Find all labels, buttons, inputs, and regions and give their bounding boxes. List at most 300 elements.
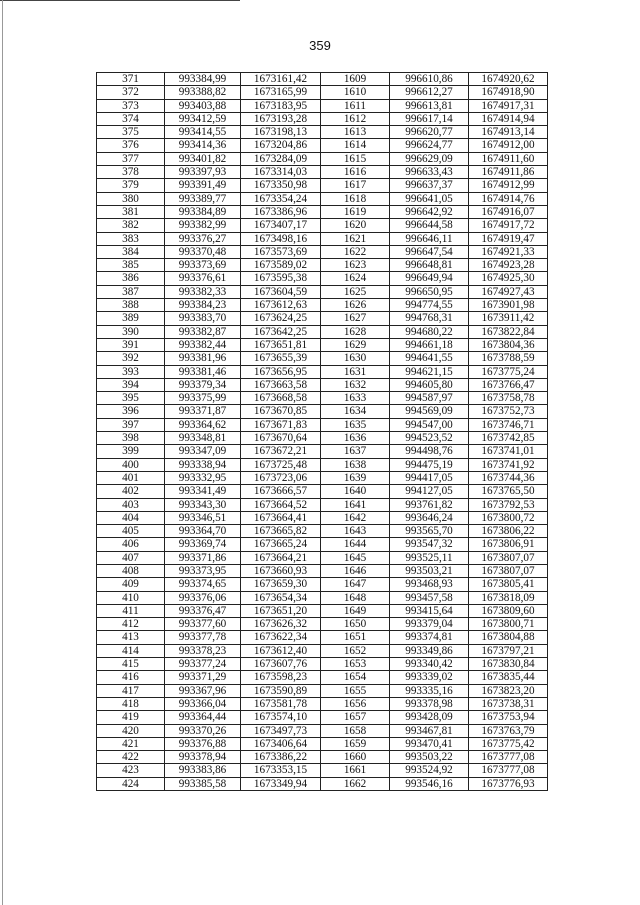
point-number-left: 385 bbox=[97, 259, 165, 272]
x-coordinate-right: 993547,32 bbox=[390, 538, 469, 551]
point-number-right: 1650 bbox=[321, 618, 390, 631]
point-number-right: 1632 bbox=[321, 378, 390, 391]
point-number-left: 396 bbox=[97, 405, 165, 418]
x-coordinate-right: 993467,81 bbox=[390, 724, 469, 737]
y-coordinate-right: 1673742,85 bbox=[469, 432, 548, 445]
point-number-right: 1622 bbox=[321, 245, 390, 258]
point-number-right: 1611 bbox=[321, 99, 390, 112]
x-coordinate-left: 993364,62 bbox=[165, 418, 241, 431]
x-coordinate-left: 993377,24 bbox=[165, 658, 241, 671]
point-number-left: 394 bbox=[97, 378, 165, 391]
x-coordinate-right: 996617,14 bbox=[390, 112, 469, 125]
y-coordinate-right: 1674917,31 bbox=[469, 99, 548, 112]
point-number-left: 420 bbox=[97, 724, 165, 737]
point-number-left: 406 bbox=[97, 538, 165, 551]
table-row bbox=[97, 152, 548, 165]
x-coordinate-right: 993335,16 bbox=[390, 684, 469, 697]
table-row bbox=[97, 232, 548, 245]
point-number-left: 374 bbox=[97, 112, 165, 125]
y-coordinate-left: 1673668,58 bbox=[241, 392, 321, 405]
y-coordinate-right: 1674914,94 bbox=[469, 112, 548, 125]
x-coordinate-left: 993385,58 bbox=[165, 777, 241, 790]
page-number: 359 bbox=[309, 38, 331, 53]
table-row bbox=[97, 259, 548, 272]
table-row bbox=[97, 166, 548, 179]
x-coordinate-left: 993381,96 bbox=[165, 352, 241, 365]
x-coordinate-right: 994569,09 bbox=[390, 405, 469, 418]
y-coordinate-right: 1673911,42 bbox=[469, 312, 548, 325]
y-coordinate-right: 1673752,73 bbox=[469, 405, 548, 418]
y-coordinate-left: 1673670,64 bbox=[241, 432, 321, 445]
y-coordinate-right: 1673830,84 bbox=[469, 658, 548, 671]
x-coordinate-left: 993376,06 bbox=[165, 591, 241, 604]
table-row bbox=[97, 604, 548, 617]
y-coordinate-right: 1673818,09 bbox=[469, 591, 548, 604]
point-number-right: 1619 bbox=[321, 205, 390, 218]
y-coordinate-right: 1674919,47 bbox=[469, 232, 548, 245]
x-coordinate-right: 994417,05 bbox=[390, 471, 469, 484]
coordinates-table-body bbox=[97, 73, 548, 791]
point-number-left: 393 bbox=[97, 365, 165, 378]
point-number-left: 412 bbox=[97, 618, 165, 631]
y-coordinate-left: 1673656,95 bbox=[241, 365, 321, 378]
y-coordinate-left: 1673651,20 bbox=[241, 604, 321, 617]
x-coordinate-right: 994774,55 bbox=[390, 299, 469, 312]
point-number-left: 384 bbox=[97, 245, 165, 258]
y-coordinate-left: 1673651,81 bbox=[241, 338, 321, 351]
y-coordinate-right: 1673822,84 bbox=[469, 325, 548, 338]
point-number-left: 422 bbox=[97, 751, 165, 764]
table-row bbox=[97, 711, 548, 724]
point-number-right: 1644 bbox=[321, 538, 390, 551]
point-number-left: 423 bbox=[97, 764, 165, 777]
x-coordinate-right: 996613,81 bbox=[390, 99, 469, 112]
point-number-right: 1647 bbox=[321, 578, 390, 591]
table-row bbox=[97, 618, 548, 631]
point-number-left: 415 bbox=[97, 658, 165, 671]
point-number-right: 1637 bbox=[321, 445, 390, 458]
table-row bbox=[97, 139, 548, 152]
y-coordinate-right: 1673777,08 bbox=[469, 751, 548, 764]
y-coordinate-left: 1673612,40 bbox=[241, 644, 321, 657]
y-coordinate-left: 1673664,52 bbox=[241, 498, 321, 511]
y-coordinate-left: 1673350,98 bbox=[241, 179, 321, 192]
x-coordinate-right: 994475,19 bbox=[390, 458, 469, 471]
x-coordinate-left: 993364,70 bbox=[165, 525, 241, 538]
x-coordinate-right: 994498,76 bbox=[390, 445, 469, 458]
point-number-right: 1662 bbox=[321, 777, 390, 790]
y-coordinate-right: 1674912,99 bbox=[469, 179, 548, 192]
x-coordinate-left: 993377,60 bbox=[165, 618, 241, 631]
point-number-left: 372 bbox=[97, 86, 165, 99]
x-coordinate-right: 994523,52 bbox=[390, 432, 469, 445]
x-coordinate-left: 993383,86 bbox=[165, 764, 241, 777]
x-coordinate-left: 993414,36 bbox=[165, 139, 241, 152]
y-coordinate-left: 1673672,21 bbox=[241, 445, 321, 458]
y-coordinate-right: 1673800,71 bbox=[469, 618, 548, 631]
y-coordinate-right: 1673741,92 bbox=[469, 458, 548, 471]
x-coordinate-left: 993374,65 bbox=[165, 578, 241, 591]
y-coordinate-left: 1673165,99 bbox=[241, 86, 321, 99]
point-number-right: 1633 bbox=[321, 392, 390, 405]
table-row bbox=[97, 126, 548, 139]
point-number-right: 1638 bbox=[321, 458, 390, 471]
x-coordinate-right: 993546,16 bbox=[390, 777, 469, 790]
point-number-left: 377 bbox=[97, 152, 165, 165]
table-row bbox=[97, 299, 548, 312]
y-coordinate-right: 1674927,43 bbox=[469, 285, 548, 298]
x-coordinate-right: 994587,97 bbox=[390, 392, 469, 405]
y-coordinate-left: 1673642,25 bbox=[241, 325, 321, 338]
point-number-right: 1628 bbox=[321, 325, 390, 338]
y-coordinate-left: 1673723,06 bbox=[241, 471, 321, 484]
table-row bbox=[97, 724, 548, 737]
table-row bbox=[97, 684, 548, 697]
point-number-left: 403 bbox=[97, 498, 165, 511]
point-number-right: 1627 bbox=[321, 312, 390, 325]
table-row bbox=[97, 86, 548, 99]
y-coordinate-right: 1673746,71 bbox=[469, 418, 548, 431]
top-edge-line bbox=[0, 0, 240, 1]
point-number-left: 398 bbox=[97, 432, 165, 445]
x-coordinate-left: 993366,04 bbox=[165, 697, 241, 710]
point-number-left: 414 bbox=[97, 644, 165, 657]
point-number-right: 1652 bbox=[321, 644, 390, 657]
y-coordinate-left: 1673161,42 bbox=[241, 73, 321, 86]
y-coordinate-left: 1673663,58 bbox=[241, 378, 321, 391]
y-coordinate-right: 1674911,60 bbox=[469, 152, 548, 165]
x-coordinate-left: 993370,26 bbox=[165, 724, 241, 737]
point-number-right: 1630 bbox=[321, 352, 390, 365]
x-coordinate-left: 993382,99 bbox=[165, 219, 241, 232]
x-coordinate-left: 993376,27 bbox=[165, 232, 241, 245]
x-coordinate-right: 996649,94 bbox=[390, 272, 469, 285]
point-number-right: 1615 bbox=[321, 152, 390, 165]
x-coordinate-right: 993378,98 bbox=[390, 697, 469, 710]
x-coordinate-right: 993457,58 bbox=[390, 591, 469, 604]
table-row bbox=[97, 697, 548, 710]
x-coordinate-left: 993376,47 bbox=[165, 604, 241, 617]
x-coordinate-right: 993415,64 bbox=[390, 604, 469, 617]
y-coordinate-left: 1673284,09 bbox=[241, 152, 321, 165]
point-number-right: 1635 bbox=[321, 418, 390, 431]
point-number-right: 1641 bbox=[321, 498, 390, 511]
table-row bbox=[97, 498, 548, 511]
table-row bbox=[97, 777, 548, 790]
point-number-left: 424 bbox=[97, 777, 165, 790]
x-coordinate-right: 996647,54 bbox=[390, 245, 469, 258]
x-coordinate-right: 996610,86 bbox=[390, 73, 469, 86]
y-coordinate-left: 1673598,23 bbox=[241, 671, 321, 684]
y-coordinate-right: 1674920,62 bbox=[469, 73, 548, 86]
x-coordinate-right: 993565,70 bbox=[390, 525, 469, 538]
point-number-left: 404 bbox=[97, 511, 165, 524]
table-row bbox=[97, 378, 548, 391]
x-coordinate-right: 993379,04 bbox=[390, 618, 469, 631]
x-coordinate-right: 994605,80 bbox=[390, 378, 469, 391]
point-number-right: 1634 bbox=[321, 405, 390, 418]
table-row bbox=[97, 352, 548, 365]
point-number-left: 389 bbox=[97, 312, 165, 325]
point-number-right: 1610 bbox=[321, 86, 390, 99]
y-coordinate-left: 1673193,28 bbox=[241, 112, 321, 125]
y-coordinate-left: 1673664,41 bbox=[241, 511, 321, 524]
point-number-left: 419 bbox=[97, 711, 165, 724]
x-coordinate-right: 996650,95 bbox=[390, 285, 469, 298]
point-number-right: 1648 bbox=[321, 591, 390, 604]
point-number-right: 1653 bbox=[321, 658, 390, 671]
table-row bbox=[97, 365, 548, 378]
x-coordinate-left: 993382,87 bbox=[165, 325, 241, 338]
y-coordinate-left: 1673665,24 bbox=[241, 538, 321, 551]
y-coordinate-right: 1673809,60 bbox=[469, 604, 548, 617]
y-coordinate-left: 1673386,96 bbox=[241, 205, 321, 218]
y-coordinate-right: 1673753,94 bbox=[469, 711, 548, 724]
x-coordinate-right: 993374,81 bbox=[390, 631, 469, 644]
y-coordinate-right: 1673806,91 bbox=[469, 538, 548, 551]
x-coordinate-left: 993391,49 bbox=[165, 179, 241, 192]
point-number-left: 416 bbox=[97, 671, 165, 684]
point-number-right: 1625 bbox=[321, 285, 390, 298]
x-coordinate-left: 993414,55 bbox=[165, 126, 241, 139]
y-coordinate-left: 1673349,94 bbox=[241, 777, 321, 790]
left-edge-line bbox=[2, 0, 3, 905]
point-number-right: 1651 bbox=[321, 631, 390, 644]
x-coordinate-right: 996620,77 bbox=[390, 126, 469, 139]
point-number-left: 397 bbox=[97, 418, 165, 431]
point-number-right: 1660 bbox=[321, 751, 390, 764]
point-number-left: 417 bbox=[97, 684, 165, 697]
x-coordinate-left: 993347,09 bbox=[165, 445, 241, 458]
x-coordinate-left: 993348,81 bbox=[165, 432, 241, 445]
x-coordinate-left: 993379,34 bbox=[165, 378, 241, 391]
x-coordinate-left: 993371,87 bbox=[165, 405, 241, 418]
point-number-right: 1623 bbox=[321, 259, 390, 272]
x-coordinate-left: 993384,99 bbox=[165, 73, 241, 86]
y-coordinate-left: 1673353,15 bbox=[241, 764, 321, 777]
y-coordinate-right: 1673804,36 bbox=[469, 338, 548, 351]
y-coordinate-right: 1673775,24 bbox=[469, 365, 548, 378]
y-coordinate-right: 1673758,78 bbox=[469, 392, 548, 405]
x-coordinate-left: 993338,94 bbox=[165, 458, 241, 471]
table-row bbox=[97, 312, 548, 325]
y-coordinate-left: 1673581,78 bbox=[241, 697, 321, 710]
y-coordinate-left: 1673670,85 bbox=[241, 405, 321, 418]
y-coordinate-left: 1673590,89 bbox=[241, 684, 321, 697]
point-number-right: 1621 bbox=[321, 232, 390, 245]
y-coordinate-right: 1673763,79 bbox=[469, 724, 548, 737]
point-number-left: 383 bbox=[97, 232, 165, 245]
x-coordinate-left: 993375,99 bbox=[165, 392, 241, 405]
point-number-right: 1655 bbox=[321, 684, 390, 697]
y-coordinate-left: 1673604,59 bbox=[241, 285, 321, 298]
y-coordinate-left: 1673671,83 bbox=[241, 418, 321, 431]
table-row bbox=[97, 458, 548, 471]
table-row bbox=[97, 112, 548, 125]
table-row bbox=[97, 511, 548, 524]
table-row bbox=[97, 272, 548, 285]
table-row bbox=[97, 73, 548, 86]
point-number-right: 1620 bbox=[321, 219, 390, 232]
table-row bbox=[97, 245, 548, 258]
x-coordinate-right: 994641,55 bbox=[390, 352, 469, 365]
table-row bbox=[97, 578, 548, 591]
x-coordinate-left: 993397,93 bbox=[165, 166, 241, 179]
x-coordinate-right: 993428,09 bbox=[390, 711, 469, 724]
x-coordinate-right: 993524,92 bbox=[390, 764, 469, 777]
y-coordinate-left: 1673659,30 bbox=[241, 578, 321, 591]
y-coordinate-left: 1673589,02 bbox=[241, 259, 321, 272]
y-coordinate-left: 1673624,25 bbox=[241, 312, 321, 325]
point-number-left: 395 bbox=[97, 392, 165, 405]
table-row bbox=[97, 671, 548, 684]
point-number-left: 371 bbox=[97, 73, 165, 86]
x-coordinate-right: 996642,92 bbox=[390, 205, 469, 218]
y-coordinate-left: 1673406,64 bbox=[241, 737, 321, 750]
table-row bbox=[97, 405, 548, 418]
point-number-right: 1659 bbox=[321, 737, 390, 750]
x-coordinate-left: 993373,95 bbox=[165, 564, 241, 577]
table-row bbox=[97, 99, 548, 112]
y-coordinate-left: 1673654,34 bbox=[241, 591, 321, 604]
y-coordinate-right: 1673765,50 bbox=[469, 485, 548, 498]
table-row bbox=[97, 764, 548, 777]
y-coordinate-right: 1674913,14 bbox=[469, 126, 548, 139]
y-coordinate-right: 1674916,07 bbox=[469, 205, 548, 218]
table-row bbox=[97, 219, 548, 232]
x-coordinate-left: 993403,88 bbox=[165, 99, 241, 112]
y-coordinate-left: 1673198,13 bbox=[241, 126, 321, 139]
x-coordinate-right: 996644,58 bbox=[390, 219, 469, 232]
y-coordinate-right: 1673901,98 bbox=[469, 299, 548, 312]
point-number-left: 387 bbox=[97, 285, 165, 298]
point-number-left: 405 bbox=[97, 525, 165, 538]
x-coordinate-left: 993377,78 bbox=[165, 631, 241, 644]
y-coordinate-left: 1673183,95 bbox=[241, 99, 321, 112]
x-coordinate-left: 993388,82 bbox=[165, 86, 241, 99]
x-coordinate-left: 993370,48 bbox=[165, 245, 241, 258]
x-coordinate-right: 996637,37 bbox=[390, 179, 469, 192]
y-coordinate-left: 1673497,73 bbox=[241, 724, 321, 737]
table-row bbox=[97, 644, 548, 657]
table-row bbox=[97, 471, 548, 484]
x-coordinate-right: 993339,02 bbox=[390, 671, 469, 684]
y-coordinate-left: 1673622,34 bbox=[241, 631, 321, 644]
table-row bbox=[97, 179, 548, 192]
point-number-right: 1626 bbox=[321, 299, 390, 312]
y-coordinate-left: 1673314,03 bbox=[241, 166, 321, 179]
point-number-right: 1609 bbox=[321, 73, 390, 86]
y-coordinate-right: 1673775,42 bbox=[469, 737, 548, 750]
y-coordinate-right: 1674911,86 bbox=[469, 166, 548, 179]
y-coordinate-left: 1673607,76 bbox=[241, 658, 321, 671]
table-row bbox=[97, 564, 548, 577]
x-coordinate-left: 993401,82 bbox=[165, 152, 241, 165]
y-coordinate-left: 1673660,93 bbox=[241, 564, 321, 577]
point-number-right: 1640 bbox=[321, 485, 390, 498]
y-coordinate-right: 1673807,07 bbox=[469, 564, 548, 577]
coordinates-table bbox=[96, 72, 548, 791]
x-coordinate-left: 993373,69 bbox=[165, 259, 241, 272]
point-number-right: 1649 bbox=[321, 604, 390, 617]
x-coordinate-right: 996629,09 bbox=[390, 152, 469, 165]
y-coordinate-right: 1673800,72 bbox=[469, 511, 548, 524]
y-coordinate-left: 1673612,63 bbox=[241, 299, 321, 312]
y-coordinate-left: 1673655,39 bbox=[241, 352, 321, 365]
point-number-right: 1629 bbox=[321, 338, 390, 351]
x-coordinate-left: 993369,74 bbox=[165, 538, 241, 551]
point-number-left: 373 bbox=[97, 99, 165, 112]
y-coordinate-right: 1674914,76 bbox=[469, 192, 548, 205]
x-coordinate-right: 993340,42 bbox=[390, 658, 469, 671]
x-coordinate-left: 993412,59 bbox=[165, 112, 241, 125]
point-number-right: 1618 bbox=[321, 192, 390, 205]
x-coordinate-right: 993468,93 bbox=[390, 578, 469, 591]
table-row bbox=[97, 445, 548, 458]
y-coordinate-right: 1673766,47 bbox=[469, 378, 548, 391]
x-coordinate-right: 994621,15 bbox=[390, 365, 469, 378]
table-row bbox=[97, 192, 548, 205]
table-row bbox=[97, 338, 548, 351]
x-coordinate-right: 994661,18 bbox=[390, 338, 469, 351]
x-coordinate-left: 993382,44 bbox=[165, 338, 241, 351]
y-coordinate-right: 1673738,31 bbox=[469, 697, 548, 710]
y-coordinate-right: 1674917,72 bbox=[469, 219, 548, 232]
y-coordinate-left: 1673498,16 bbox=[241, 232, 321, 245]
point-number-right: 1646 bbox=[321, 564, 390, 577]
point-number-left: 413 bbox=[97, 631, 165, 644]
x-coordinate-right: 993349,86 bbox=[390, 644, 469, 657]
point-number-right: 1612 bbox=[321, 112, 390, 125]
x-coordinate-left: 993382,33 bbox=[165, 285, 241, 298]
point-number-left: 386 bbox=[97, 272, 165, 285]
table-row bbox=[97, 418, 548, 431]
x-coordinate-right: 994547,00 bbox=[390, 418, 469, 431]
point-number-left: 401 bbox=[97, 471, 165, 484]
point-number-left: 390 bbox=[97, 325, 165, 338]
point-number-right: 1613 bbox=[321, 126, 390, 139]
x-coordinate-left: 993378,94 bbox=[165, 751, 241, 764]
x-coordinate-right: 996624,77 bbox=[390, 139, 469, 152]
point-number-right: 1631 bbox=[321, 365, 390, 378]
point-number-right: 1654 bbox=[321, 671, 390, 684]
x-coordinate-right: 993470,41 bbox=[390, 737, 469, 750]
point-number-left: 400 bbox=[97, 458, 165, 471]
table-row bbox=[97, 285, 548, 298]
y-coordinate-right: 1674925,30 bbox=[469, 272, 548, 285]
point-number-right: 1658 bbox=[321, 724, 390, 737]
table-row bbox=[97, 325, 548, 338]
x-coordinate-right: 993503,22 bbox=[390, 751, 469, 764]
y-coordinate-left: 1673666,57 bbox=[241, 485, 321, 498]
y-coordinate-right: 1673835,44 bbox=[469, 671, 548, 684]
y-coordinate-left: 1673595,38 bbox=[241, 272, 321, 285]
table-row bbox=[97, 591, 548, 604]
point-number-right: 1639 bbox=[321, 471, 390, 484]
point-number-left: 402 bbox=[97, 485, 165, 498]
y-coordinate-right: 1674923,28 bbox=[469, 259, 548, 272]
x-coordinate-right: 993646,24 bbox=[390, 511, 469, 524]
x-coordinate-left: 993343,30 bbox=[165, 498, 241, 511]
table-row bbox=[97, 737, 548, 750]
y-coordinate-right: 1673805,41 bbox=[469, 578, 548, 591]
x-coordinate-right: 993525,11 bbox=[390, 551, 469, 564]
point-number-left: 382 bbox=[97, 219, 165, 232]
y-coordinate-left: 1673664,21 bbox=[241, 551, 321, 564]
table-row bbox=[97, 538, 548, 551]
table-row bbox=[97, 751, 548, 764]
x-coordinate-right: 996612,27 bbox=[390, 86, 469, 99]
